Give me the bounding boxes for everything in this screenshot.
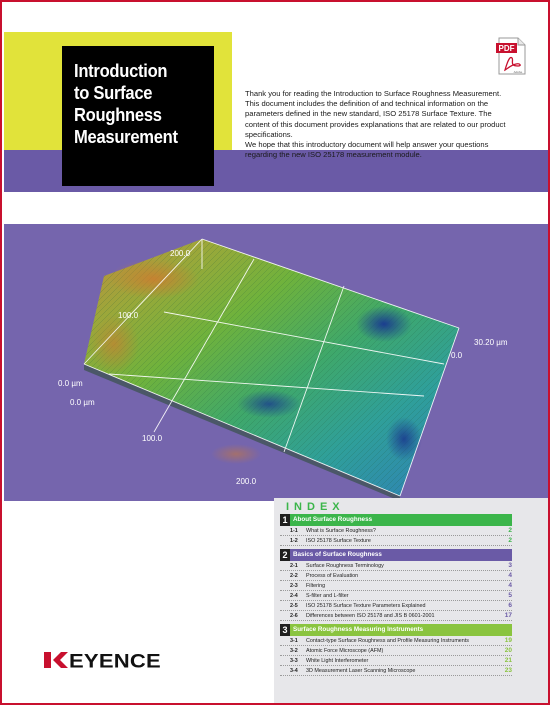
row-number: 2-2 — [290, 572, 298, 579]
row-label: S-filter and L-filter — [306, 592, 349, 599]
row-number: 2-4 — [290, 592, 298, 599]
pdf-icon[interactable] — [496, 36, 528, 76]
row-label: Filtering — [306, 582, 326, 589]
section-number: 3 — [280, 624, 290, 636]
row-number: 2-3 — [290, 582, 298, 589]
title-block — [62, 46, 214, 186]
row-page: 6 — [508, 602, 512, 609]
row-label: Contact-type Surface Roughness and Profile Measuring Instruments — [306, 637, 470, 644]
index-row[interactable] — [280, 591, 512, 601]
row-number: 3-2 — [290, 647, 298, 654]
row-number: 2-1 — [290, 562, 298, 569]
index-row[interactable] — [280, 526, 512, 536]
pdf-sublabel: Adobe — [513, 70, 523, 74]
index-row[interactable] — [280, 666, 512, 676]
pdf-label: PDF — [498, 44, 515, 53]
row-label: What is Surface Roughness? — [306, 527, 376, 534]
index-row[interactable] — [280, 611, 512, 621]
y-axis-origin-label: 0.0 µm — [58, 379, 83, 388]
row-label: 3D Measurement Laser Scanning Microscope — [306, 667, 416, 674]
row-page: 2 — [508, 527, 512, 534]
document-title — [74, 60, 212, 148]
row-number: 1-2 — [290, 537, 298, 544]
section-title: Basics of Surface Roughness — [290, 549, 512, 561]
row-number: 3-4 — [290, 667, 298, 674]
intro-paragraph: We hope that this introductory document will help answer your questions regarding the new ISO 25178 measurement module. — [245, 140, 489, 160]
row-label: Surface Roughness Terminology — [306, 562, 384, 569]
row-page: 20 — [504, 647, 512, 654]
title-line: Introduction — [74, 61, 168, 81]
row-number: 1-1 — [290, 527, 298, 534]
section-title: About Surface Roughness — [290, 514, 512, 526]
row-number: 3-1 — [290, 637, 298, 644]
row-label: Process of Evaluation — [306, 572, 359, 579]
y-axis-top-label: 200.0 — [170, 249, 191, 258]
surface-3d-plot — [4, 224, 550, 501]
index-row[interactable] — [280, 636, 512, 646]
title-line: to Surface — [74, 83, 153, 103]
row-page: 4 — [508, 572, 512, 579]
section-title: Surface Roughness Measuring Instruments — [290, 624, 512, 636]
index-row[interactable] — [280, 571, 512, 581]
title-line: Roughness — [74, 105, 162, 125]
index-row[interactable] — [280, 656, 512, 666]
row-number: 3-3 — [290, 657, 298, 664]
index-row[interactable] — [280, 601, 512, 611]
intro-paragraph: Thank you for reading the Introduction to Surface Roughness Measurement. — [245, 89, 502, 98]
row-label: ISO 25178 Surface Texture Parameters Explained — [306, 602, 426, 609]
row-number: 2-6 — [290, 612, 298, 619]
x-axis-mid-label: 100.0 — [142, 434, 163, 443]
index-section-1[interactable] — [280, 514, 512, 526]
index-section-2[interactable] — [280, 549, 512, 561]
index-row[interactable] — [280, 581, 512, 591]
x-axis-origin-label: 0.0 µm — [70, 398, 95, 407]
section-number: 2 — [280, 549, 290, 561]
index-heading: INDEX — [286, 501, 345, 513]
row-label: Atomic Force Microscope (AFM) — [306, 647, 384, 654]
index-section-3[interactable] — [280, 624, 512, 636]
section-number: 1 — [280, 514, 290, 526]
intro-text — [245, 89, 507, 160]
index-row[interactable] — [280, 536, 512, 546]
row-page: 5 — [508, 592, 512, 599]
row-page: 3 — [508, 562, 512, 569]
keyence-logo — [44, 650, 164, 670]
index-row[interactable] — [280, 646, 512, 656]
row-page: 17 — [504, 612, 512, 619]
intro-paragraph: This document includes the definition of and technical information on the parameters defined in the new standard, ISO 25178 Surface Texture. The content of this document provides explanations that are related to our product specifications. — [245, 99, 506, 139]
row-page: 23 — [504, 667, 512, 674]
title-line: Measurement — [74, 127, 178, 147]
y-axis-mid-label: 100.0 — [118, 311, 139, 320]
row-number: 2-5 — [290, 602, 298, 609]
row-label: ISO 25178 Surface Texture — [306, 537, 371, 544]
logo-text: EYENCE — [69, 651, 161, 670]
row-page: 4 — [508, 582, 512, 589]
row-page: 19 — [504, 637, 512, 644]
z-axis-max-label: 30.20 µm — [474, 338, 508, 347]
row-page: 21 — [504, 657, 512, 664]
row-page: 2 — [508, 537, 512, 544]
x-axis-end-label: 200.0 — [236, 477, 257, 486]
z-axis-min-label: 0.0 — [451, 351, 463, 360]
row-label: Differences between ISO 25178 and JIS B 0601-2001 — [306, 612, 435, 619]
index-row[interactable] — [280, 561, 512, 571]
row-label: White Light Interferometer — [306, 657, 369, 664]
index-table — [280, 514, 512, 676]
